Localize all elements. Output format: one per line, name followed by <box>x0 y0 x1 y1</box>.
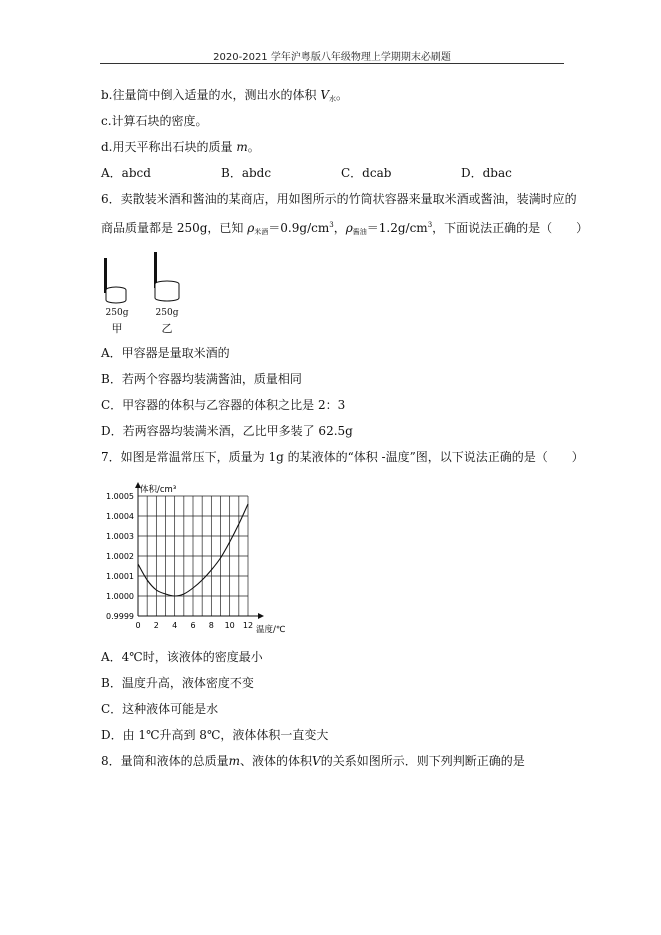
q6-option-b[interactable]: B．若两个容器均装满酱油，质量相同 <box>101 372 302 386</box>
x-tick-label: 4 <box>172 621 178 630</box>
chart-x-ticks <box>135 621 253 630</box>
q6-option-a[interactable]: A．甲容器是量取米酒的 <box>101 346 230 360</box>
step-b-end: 。 <box>336 88 349 102</box>
step-b <box>101 88 348 106</box>
q8-stem <box>101 754 525 768</box>
q6-rho1-sub: 米酒 <box>254 228 269 236</box>
volume-temperature-chart <box>98 478 298 638</box>
q7-option-d[interactable]: D．由 1℃升高到 8℃，液体体积一直变大 <box>101 728 329 742</box>
y-tick-label: 1.0004 <box>106 512 134 521</box>
step-d <box>101 140 260 154</box>
q6-rho2-symbol: ρ <box>345 221 353 235</box>
page-header: 2020-2021 学年沪粤版八年级物理上学期期末必刷题 <box>213 52 451 63</box>
right-container-mass: 250g <box>155 308 179 318</box>
q7-option-b[interactable]: B．温度升高，液体密度不变 <box>101 676 254 690</box>
q8-stem-c: 的关系如图所示．则下列判断正确的是 <box>320 754 525 768</box>
step-b-sub: 水 <box>329 95 336 103</box>
step-b-var: V <box>320 88 329 102</box>
y-tick-label: 1.0000 <box>106 592 134 601</box>
q6-rho1-value: ＝0.9g/cm <box>268 221 330 235</box>
x-tick-label: 6 <box>190 621 196 630</box>
q6-rho2-sub: 酱油 <box>352 228 367 236</box>
y-tick-label: 0.9999 <box>106 612 134 621</box>
q6-rho1-symbol: ρ <box>247 221 255 235</box>
q8-var-m: m <box>228 754 241 768</box>
q6-stem-line2 <box>101 218 588 239</box>
x-axis-arrow <box>258 613 264 619</box>
y-tick-label: 1.0002 <box>106 552 134 561</box>
y-tick-label: 1.0001 <box>106 572 134 581</box>
q5-option-b[interactable]: B．abdc <box>221 166 272 180</box>
right-container-name: 乙 <box>161 322 173 335</box>
q6-option-c[interactable]: C．甲容器的体积与乙容器的体积之比是 2：3 <box>101 398 346 412</box>
q5-options <box>101 166 512 180</box>
step-d-var: m <box>236 140 248 154</box>
y-tick-label: 1.0005 <box>106 492 134 501</box>
q6-figure <box>100 252 190 337</box>
chart-axes <box>135 482 264 619</box>
step-b-text: b.往量筒中倒入适量的水，测出水的体积 <box>101 88 317 102</box>
q6-stem-line2-end: ，下面说法正确的是（ ） <box>432 221 589 235</box>
left-container-body <box>106 290 126 303</box>
x-tick-label: 10 <box>224 621 235 630</box>
q6-stem-line2-a: 商品质量都是 250g，已知 <box>101 221 244 235</box>
chart-y-ticks <box>106 492 134 621</box>
step-d-end: 。 <box>247 140 260 154</box>
left-container-name: 甲 <box>111 322 123 335</box>
q5-option-c[interactable]: C．dcab <box>341 166 392 180</box>
q7-stem: 7．如图是常温常压下，质量为 1g 的某液体的“体积 -温度”图，以下说法正确的是（ ） <box>101 450 584 464</box>
x-tick-label: 0 <box>135 621 141 630</box>
q6-stem-line1: 6．卖散装米酒和酱油的某商店，用如图所示的竹筒状容器来量取米酒或酱油，装满时应的 <box>101 192 577 206</box>
q7-option-c[interactable]: C．这种液体可能是水 <box>101 702 219 716</box>
q6-rho2-exp: 3 <box>427 221 433 229</box>
step-c: c.计算石块的密度。 <box>101 114 208 128</box>
q8-stem-b: 、液体的体积 <box>240 754 313 768</box>
q6-rho2-value: ＝1.2g/cm <box>366 221 428 235</box>
x-tick-label: 8 <box>208 621 214 630</box>
q8-stem-a: 8．量筒和液体的总质量 <box>101 754 229 768</box>
x-tick-label: 2 <box>153 621 159 630</box>
q6-option-d[interactable]: D．若两容器均装满米酒，乙比甲多装了 62.5g <box>101 424 353 438</box>
chart-y-axis-label: 体积/cm³ <box>140 485 177 495</box>
left-container-mass: 250g <box>105 308 129 318</box>
right-container-body <box>155 284 179 301</box>
chart-grid <box>138 496 248 616</box>
header-divider <box>100 63 564 64</box>
step-d-text: d.用天平称出石块的质量 <box>101 140 233 154</box>
y-tick-label: 1.0003 <box>106 532 134 541</box>
x-tick-label: 12 <box>242 621 254 630</box>
chart-x-axis-label: 温度/℃ <box>256 625 286 635</box>
q8-var-v: V <box>312 754 321 768</box>
q5-option-a[interactable]: A．abcd <box>101 166 151 180</box>
q5-option-d[interactable]: D．dbac <box>461 166 512 180</box>
q6-containers-drawing <box>100 252 190 314</box>
left-container-handle <box>104 258 107 293</box>
q7-option-a[interactable]: A．4℃时，该液体的密度最小 <box>101 650 263 664</box>
q6-rho1-exp: 3 <box>329 221 334 229</box>
q6-separator: ， <box>333 221 346 235</box>
